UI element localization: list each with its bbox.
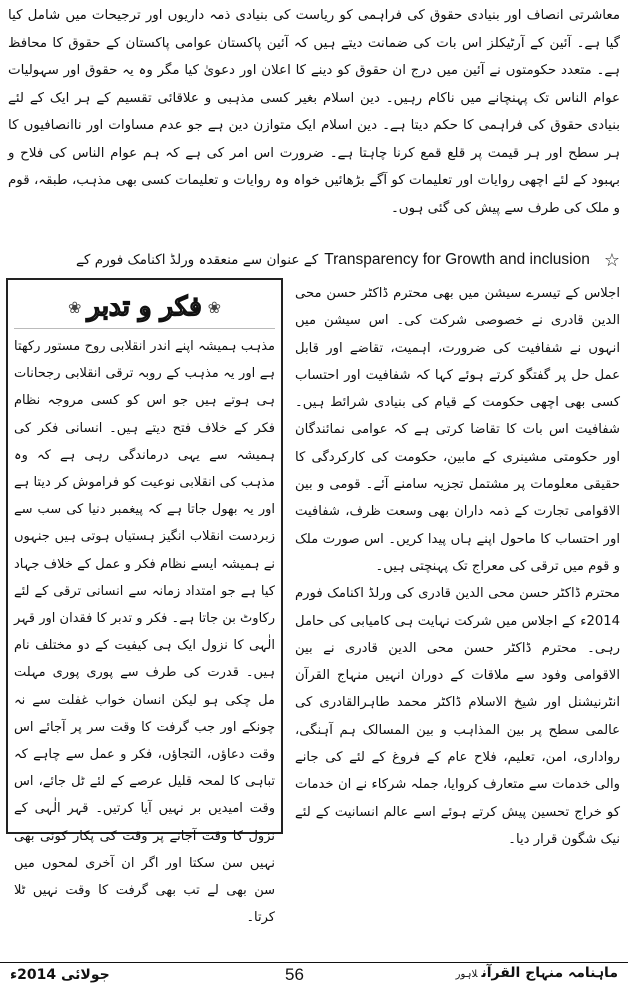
ornament-icon: ❀: [67, 297, 82, 317]
magazine-title: ماہنامہ منہاج القرآن: [481, 965, 618, 981]
page-footer: [0, 962, 628, 993]
fikr-o-tadabbur-box: [6, 278, 283, 926]
forum-heading-line: [8, 248, 620, 272]
session-column: [295, 280, 620, 853]
forum-heading-text: کے عنوان سے منعقدہ ورلڈ اکنامک فورم کے: [75, 252, 319, 268]
box-title: فکر و تدبر: [87, 292, 202, 322]
star-icon: ☆: [603, 249, 620, 271]
issue-date: جولائی 2014ء: [10, 967, 110, 983]
magazine-name: [456, 965, 618, 981]
intro-section: [8, 2, 620, 222]
page-number: 56: [285, 965, 304, 984]
box-title-banner: [14, 286, 275, 329]
magazine-city: لاہور: [455, 969, 478, 980]
ornament-icon: ❀: [207, 297, 222, 317]
forum-english-title: Transparency for Growth and inclusion: [324, 251, 590, 268]
box-body-text: مذہب ہمیشہ اپنے اندر انقلابی روح مستور رکھتا ہے اور یہ مذہب کے روبہ ترقی انقلابی رجحانات ہی ہوتے ہیں جو اس کو کسی مروجہ نظام فکر کے خلاف فتح دیتے ہیں۔ انسانی فکر کی ہمیشہ سے یہی درماندگی رہی ہے کہ وہ مذہب کی انقلابی نوعیت کو فراموش کر دیتا ہے اور یہ بھول جاتا ہے کہ پیغمبر دنیا کی سب سے زبردست انقلاب انگیز ہستیاں ہوتی ہیں جنہوں نے ہمیشہ ایسے نظام فکر و عمل کے خلاف جہاد کیا ہے جو امتداد زمانہ سے انسانی ترقی کے لئے رکاوٹ بن جاتا ہے۔ فکر و تدبر کا فقدان اور قہر الٰہی کا نزول ایک ہی کیفیت کے دو مختلف نام ہیں۔ قدرت کی طرف سے پوری پوری مہلت مل چکی ہو لیکن انسان خواب غفلت سے نہ چونکے اور جب گرفت کا وقت سر پر آجائے اس وقت دعاؤں، التجاؤں، فکر و عمل سے چاہے کہ تباہی کا لمحہ قلیل عرصے کے لئے ٹل جائے، اس وقت امیدیں بر نہیں آیا کرتیں۔ قہر الٰہی کے نزول کا وقت آجانے پر وقت کی پکار کوئی بھی نہیں سن سکتا اور اگر ان آخری لمحوں میں سن بھی لے تب بھی گرفت کا وقت نہیں ٹلا کرتا۔: [14, 339, 275, 926]
session-paragraph-2: محترم ڈاکٹر حسن محی الدین قادری کی ورلڈ اکنامک فورم 2014ء کے اجلاس میں شرکت نہایت ہی کامیابی کی حامل رہی۔ محترم ڈاکٹر حسن محی الدین قادری نے بین الاقوامی وفود سے ملاقات کے دوران انہیں منہاج القرآن انٹرنیشنل اور شیخ الاسلام ڈاکٹر محمد طاہرالقادری کی عالمی سطح پر بین المذاہب و بین المسالک ہم آہنگی، رواداری، امن، تعلیم، فلاح عام کے فروغ کے لئے کی جانے والی خدمات سے متعارف کروایا، جملہ شرکاء نے ان خدمات کو خراج تحسین پیش کرتے ہوئے اسے عالم انسانیت کے لئے نیک شگون قرار دیا۔: [295, 586, 620, 847]
session-paragraph-1: اجلاس کے تیسرے سیشن میں بھی محترم ڈاکٹر حسن محی الدین قادری نے خصوصی شرکت کی۔ اس سیشن میں انہوں نے شفافیت کی ضرورت، اہمیت، تقاضے اور قابل عمل حل پر گفتگو کرتے ہوئے کہا کہ شفافیت اور احتساب کسی بھی اچھی حکومت کے قیام کی بنیادی شرائط ہیں۔ شفافیت اس بات کا تقاضا کرتی ہے کہ عوامی نمائندگان اور حکومتی مشینری کے مابین، حکومت کی کارکردگی کا حقیقی معلومات پر مشتمل تجزیہ سامنے آئے۔ قومی و بین الاقوامی تجارت کے ذمہ داران بھی وسعت ظرف، شفافیت اور احتساب کا ماحول اپنے ہاں پیدا کریں۔ اس صورت ملک و قوم میں ترقی کی معراج تک پہنچتی ہیں۔: [295, 286, 620, 574]
intro-paragraph: معاشرتی انصاف اور بنیادی حقوق کی فراہمی کو ریاست کی بنیادی ذمہ داریوں اور ترجیحات میں شامل کیا گیا ہے۔ آئین کے آرٹیکلز اس بات کی ضمانت دیتے ہیں کہ آئین پاکستان عوامی پاکستان کے حقوق کا محافظ ہے۔ متعدد حکومتوں نے آئین میں درج ان حقوق کو دینے کا اعلان اور دعویٰ کیا مگر وہ یہ حقوق اور سہولیات عوام الناس تک پہنچانے میں ناکام رہیں۔ دین اسلام بغیر کسی مذہبی و علاقائی تقسیم کے ہر ایک کے لئے بنیادی حقوق کی فراہمی کا حکم دیتا ہے۔ دین اسلام ایک متوازن دین ہے جو عدم مساوات اور ناانصافیوں کا ہر سطح اور ہر قیمت پر قلع قمع کرنا چاہتا ہے۔ ضرورت اس امر کی ہے کہ ہم عوام الناس کی فلاح و بہبود کے لئے اچھی روایات اور تعلیمات کو آگے بڑھائیں خواہ وہ روایات و تعلیمات کسی بھی مذہب، طبقہ، قوم و ملک کی طرف سے پیش کی گئی ہوں۔: [8, 8, 620, 216]
